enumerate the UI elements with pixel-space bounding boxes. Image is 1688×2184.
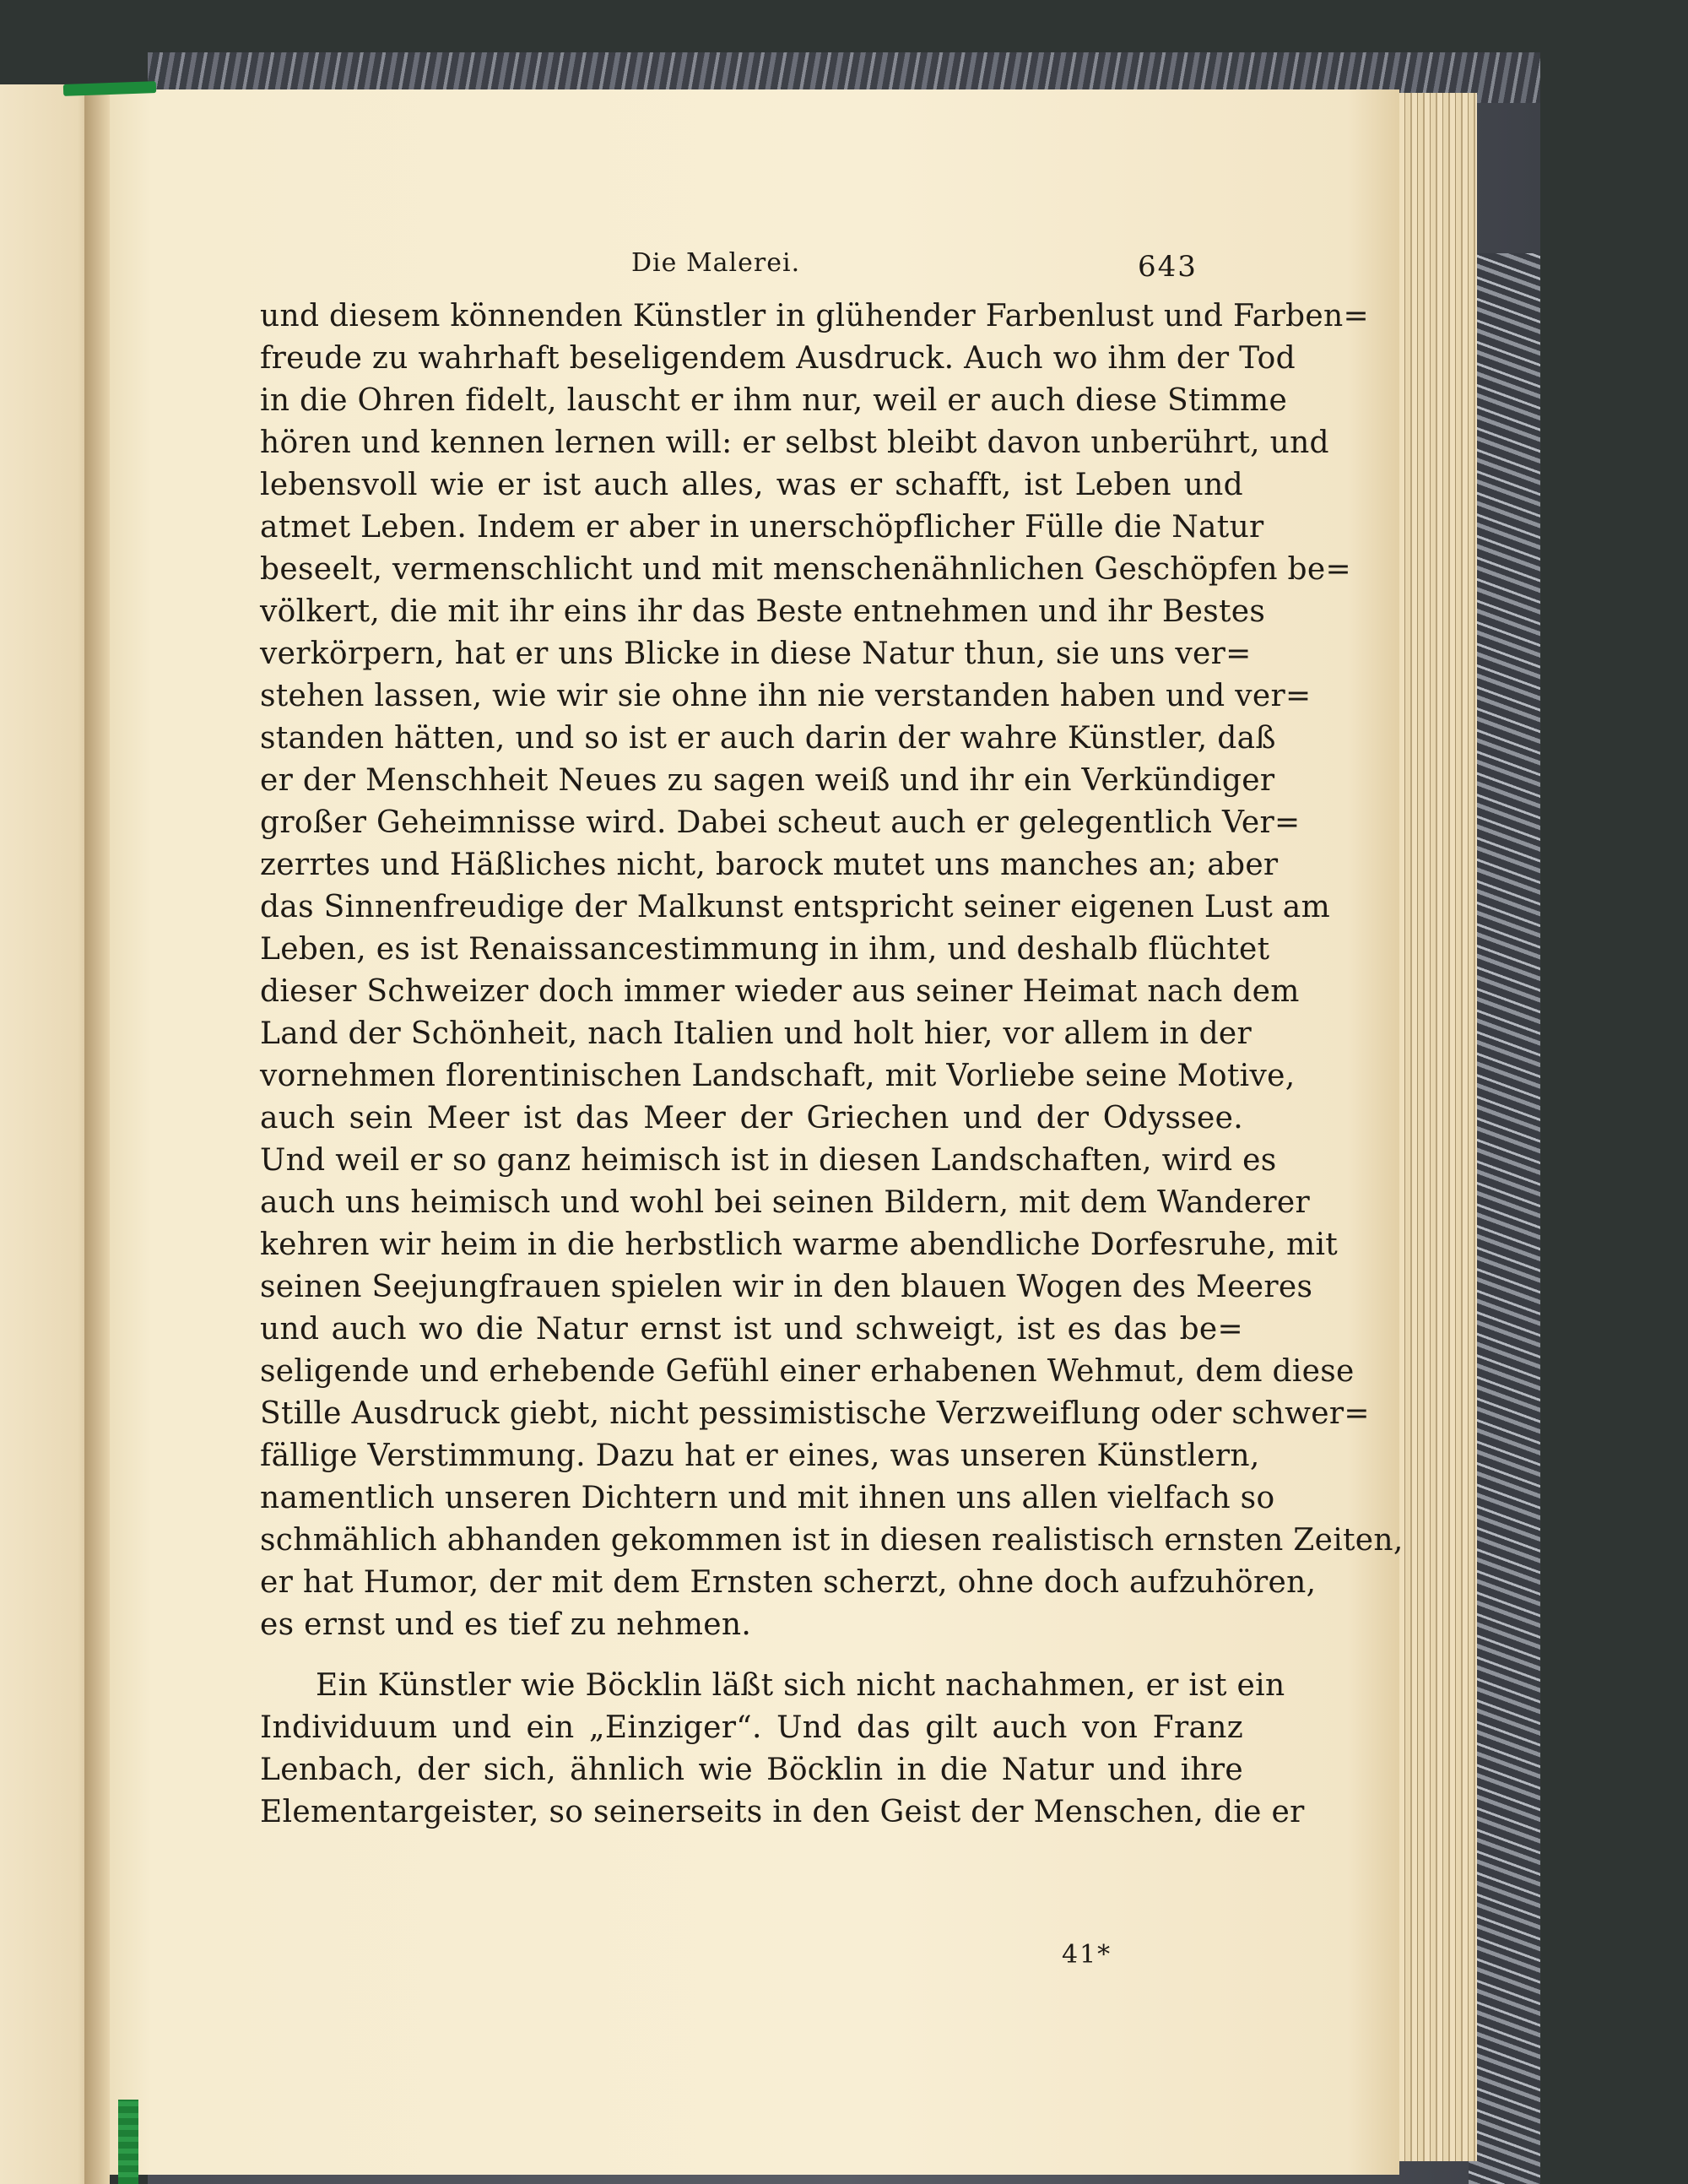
text-line: seligende und erhebende Gefühl einer erhabenen Wehmut, dem diese <box>260 1354 1355 1389</box>
text-line: es ernst und es tief zu nehmen. <box>260 1607 752 1642</box>
text-line: namentlich unseren Dichtern und mit ihnen uns allen vielfach so <box>260 1481 1275 1515</box>
text-line: freude zu wahrhaft beseligendem Ausdruck. Auch wo ihm der Tod <box>260 341 1296 376</box>
cover-ornament-side <box>1469 253 1540 2184</box>
text-line: Leben, es ist Renaissancestimmung in ihm, und deshalb flüchtet <box>260 932 1270 967</box>
text-line: standen hätten, und so ist er auch darin der wahre Künstler, daß <box>260 721 1276 756</box>
book-page <box>100 89 1404 2175</box>
text-line: Individuum und ein „Einziger“. Und das gilt auch von Franz <box>260 1710 1243 1745</box>
text-line: verkörpern, hat er uns Blicke in diese Natur thun, sie uns ver= <box>260 637 1252 671</box>
text-line: seinen Seejungfrauen spielen wir in den blauen Wogen des Meeres <box>260 1270 1313 1304</box>
text-line: er hat Humor, der mit dem Ernsten scherzt, ohne doch aufzuhören, <box>260 1565 1317 1600</box>
facing-page-edge <box>0 84 97 2184</box>
text-line: Lenbach, der sich, ähnlich wie Böcklin in die Natur und ihre <box>260 1753 1243 1787</box>
text-line: atmet Leben. Indem er aber in unerschöpflicher Fülle die Natur <box>260 510 1264 545</box>
text-line: Und weil er so ganz heimisch ist in diesen Landschaften, wird es <box>260 1143 1277 1178</box>
text-line: vornehmen florentinischen Landschaft, mit Vorliebe seine Motive, <box>260 1059 1296 1093</box>
bookmark-ribbon-bottom <box>118 2100 138 2184</box>
text-line: Ein Künstler wie Böcklin läßt sich nicht nachahmen, er ist ein <box>316 1668 1285 1703</box>
text-line: auch sein Meer ist das Meer der Griechen und der Odyssee. <box>260 1101 1243 1135</box>
text-line: und auch wo die Natur ernst ist und schweigt, ist es das be= <box>260 1312 1243 1347</box>
page-number: 643 <box>1138 250 1198 284</box>
text-line: fällige Verstimmung. Dazu hat er eines, was unseren Künstlern, <box>260 1439 1260 1473</box>
text-line: in die Ohren fidelt, lauscht er ihm nur, weil er auch diese Stimme <box>260 383 1288 418</box>
text-line: stehen lassen, wie wir sie ohne ihn nie verstanden haben und ver= <box>260 679 1312 713</box>
text-line: auch uns heimisch und wohl bei seinen Bildern, mit dem Wanderer <box>260 1185 1310 1220</box>
text-line: das Sinnenfreudige der Malkunst entspricht seiner eigenen Lust am <box>260 890 1331 924</box>
text-line: und diesem könnenden Künstler in glühender Farbenlust und Farben= <box>260 299 1369 333</box>
text-line: kehren wir heim in die herbstlich warme abendliche Dorfesruhe, mit <box>260 1227 1339 1262</box>
signature-mark: 41* <box>1062 1940 1112 1970</box>
text-line: großer Geheimnisse wird. Dabei scheut auch er gelegentlich Ver= <box>260 805 1301 840</box>
text-line: Elementargeister, so seinerseits in den Geist der Menschen, die er <box>260 1795 1305 1829</box>
running-head: Die Malerei. <box>631 248 801 278</box>
text-line: lebensvoll wie er ist auch alles, was er schafft, ist Leben und <box>260 468 1243 502</box>
text-line: Land der Schönheit, nach Italien und holt hier, vor allem in der <box>260 1016 1252 1051</box>
text-line: er der Menschheit Neues zu sagen weiß und ihr ein Verkündiger <box>260 763 1275 798</box>
page-edges-stack <box>1393 93 1477 2161</box>
text-line: dieser Schweizer doch immer wieder aus seiner Heimat nach dem <box>260 974 1300 1009</box>
text-line: beseelt, vermenschlicht und mit menschenähnlichen Geschöpfen be= <box>260 552 1351 587</box>
text-line: zerrtes und Häßliches nicht, barock mutet uns manches an; aber <box>260 848 1279 882</box>
text-line: schmählich abhanden gekommen ist in diesen realistisch ernsten Zeiten, <box>260 1523 1404 1558</box>
text-line: Stille Ausdruck giebt, nicht pessimistische Verzweiflung oder schwer= <box>260 1396 1370 1431</box>
page-gutter <box>84 84 110 2184</box>
text-line: völkert, die mit ihr eins ihr das Beste entnehmen und ihr Bestes <box>260 594 1266 629</box>
text-line: hören und kennen lernen will: er selbst bleibt davon unberührt, und <box>260 425 1329 460</box>
